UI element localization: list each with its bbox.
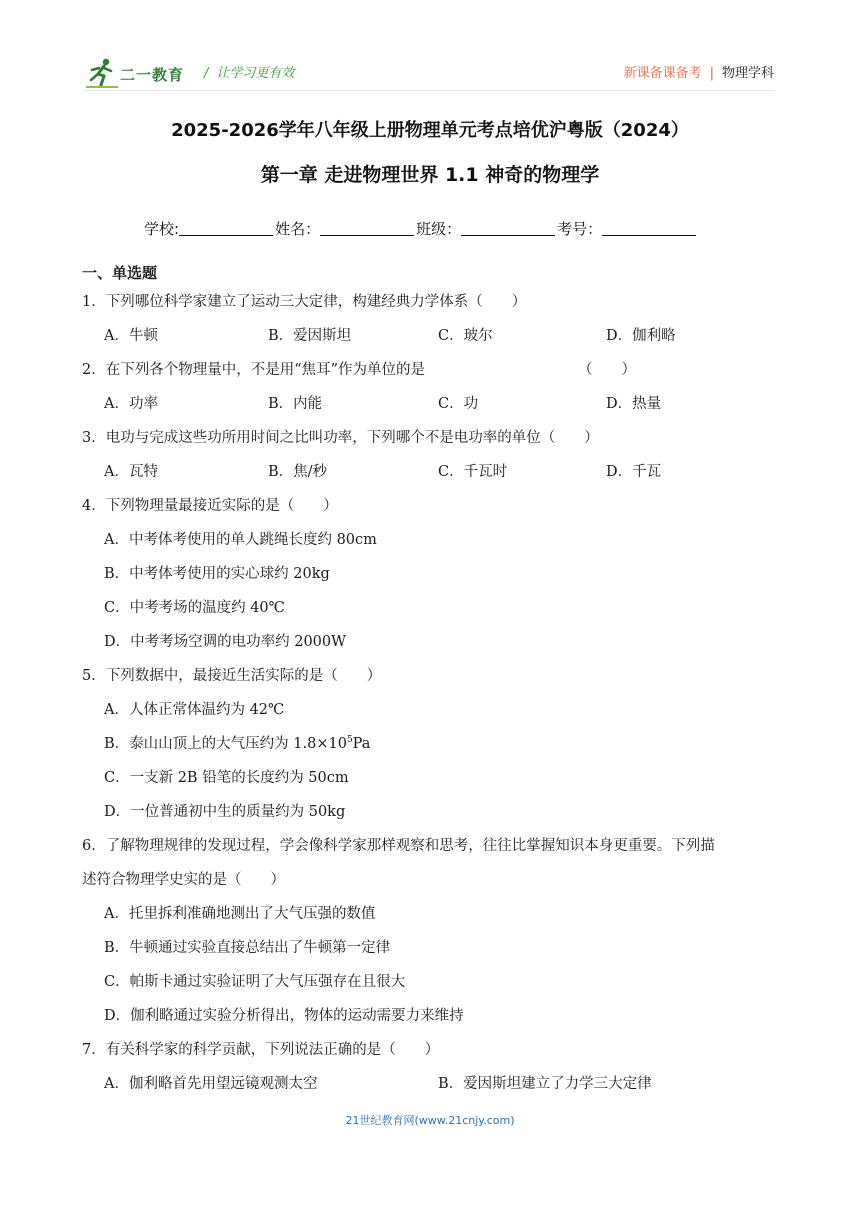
header-subject: 物理学科 [721, 66, 774, 81]
slogan-slash: / [204, 66, 209, 81]
option-c: C．玻尔 [438, 328, 493, 344]
option-d: D．热量 [606, 396, 662, 412]
option-d: D．一位普通初中生的质量约为 50kg [104, 804, 346, 820]
option-b: B．中考体考使用的实心球约 20kg [104, 566, 330, 582]
unit: Pa [352, 736, 371, 752]
page-footer[interactable]: 21世纪教育网(www.21cnjy.com) [345, 1114, 515, 1127]
option-d: D．伽利略 [606, 328, 676, 344]
option-b: B．爱因斯坦 [268, 328, 352, 344]
option-a: A．牛顿 [104, 328, 158, 344]
answer-paren: （ ） [578, 362, 636, 378]
school-label: 学校: [144, 220, 180, 238]
option-b: B．焦/秒 [268, 464, 328, 480]
class-blank[interactable] [461, 221, 555, 236]
logo [84, 56, 194, 90]
question-stem: 7．有关科学家的科学贡献，下列说法正确的是（ ） [82, 1042, 440, 1058]
option-c: C．中考考场的温度约 40℃ [104, 600, 285, 616]
question-stem: 1．下列哪位科学家建立了运动三大定律，构建经典力学体系（ ） [82, 294, 527, 310]
option-c: C．一支新 2B 铅笔的长度约为 50cm [104, 770, 349, 786]
header-right [624, 62, 774, 81]
option-d: D．伽利略通过实验分析得出，物体的运动需要力来维持 [104, 1008, 464, 1024]
option-a: A．功率 [104, 396, 158, 412]
exam-no-label: 考号： [557, 220, 603, 238]
option-b: B．牛顿通过实验直接总结出了牛顿第一定律 [104, 940, 391, 956]
option-b [104, 732, 370, 753]
option-c: C．千瓦时 [438, 464, 508, 480]
header-divider [84, 90, 774, 91]
logo-text: 二一教育 [120, 66, 185, 84]
header-separator: | [709, 66, 714, 81]
question-stem: 3．电功与完成这些功所用时间之比叫功率，下列哪个不是电功率的单位（ ） [82, 430, 599, 446]
slogan [204, 62, 294, 81]
exam-no-blank[interactable] [602, 221, 696, 236]
runner-logo-icon [84, 56, 120, 90]
option-b-text: B．泰山山顶上的大气压约为 1.8×10 [104, 736, 347, 752]
option-b: B．爱因斯坦建立了力学三大定律 [438, 1076, 652, 1092]
header-prep-label: 新课备课备考 [623, 66, 702, 81]
class-label: 班级： [416, 220, 462, 238]
option-a: A．托里拆利准确地测出了大气压强的数值 [104, 906, 376, 922]
document-title: 2025-2026学年八年级上册物理单元考点培优沪粤版（2024） [171, 120, 689, 141]
question-stem-line2: 述符合物理学史实的是（ ） [82, 872, 285, 888]
name-label: 姓名： [275, 220, 321, 238]
option-a: A．瓦特 [104, 464, 158, 480]
name-blank[interactable] [320, 221, 414, 236]
exponent: 5 [346, 735, 353, 746]
option-a: A．伽利略首先用望远镜观测太空 [104, 1076, 318, 1092]
question-stem: 5．下列数据中，最接近生活实际的是（ ） [82, 668, 382, 684]
question-stem-line1: 6．了解物理规律的发现过程，学会像科学家那样观察和思考，往往比掌握知识本身更重要。下列描 [82, 838, 715, 854]
option-d: D．中考考场空调的电功率约 2000W [104, 634, 347, 650]
option-c: C．功 [438, 396, 479, 412]
question-stem: 2．在下列各个物理量中，不是用“焦耳”作为单位的是 [82, 362, 426, 378]
option-a: A．中考体考使用的单人跳绳长度约 80cm [104, 532, 377, 548]
slogan-text: 让学习更有效 [216, 66, 295, 81]
chapter-title: 第一章 走进物理世界 1.1 神奇的物理学 [260, 164, 600, 186]
page-header [84, 56, 774, 90]
student-info-line [144, 218, 698, 239]
question-stem: 4．下列物理量最接近实际的是（ ） [82, 498, 338, 514]
option-a: A．人体正常体温约为 42℃ [104, 702, 285, 718]
option-c: C．帕斯卡通过实验证明了大气压强存在且很大 [104, 974, 406, 990]
school-blank[interactable] [179, 221, 273, 236]
option-b: B．内能 [268, 396, 323, 412]
section-title: 一、单选题 [82, 264, 158, 282]
option-d: D．千瓦 [606, 464, 662, 480]
